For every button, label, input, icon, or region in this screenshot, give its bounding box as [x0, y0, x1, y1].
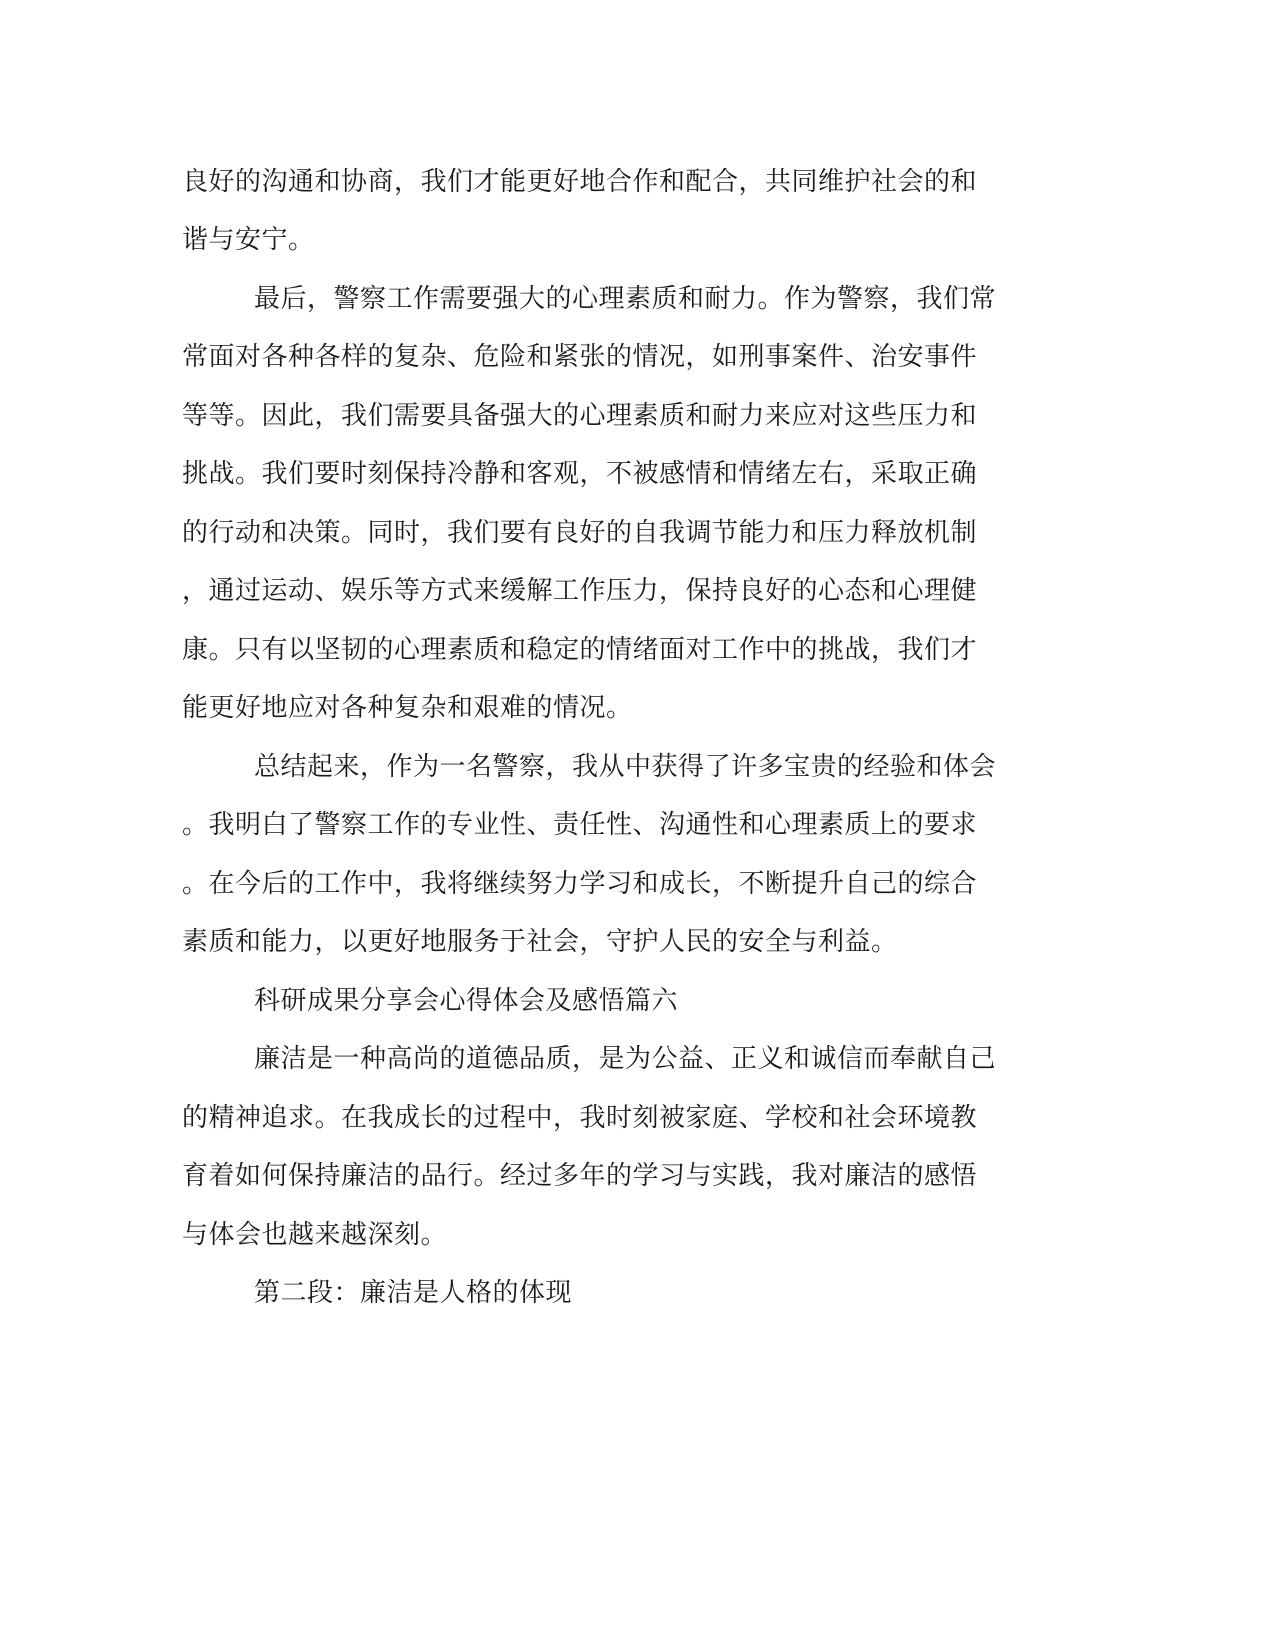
text-line: 康。只有以坚韧的心理素质和稳定的情绪面对工作中的挑战，我们才	[182, 635, 978, 665]
text-line: 。我明白了警察工作的专业性、责任性、沟通性和心理素质上的要求	[182, 810, 978, 840]
section-heading: 科研成果分享会心得体会及感悟篇六	[254, 986, 679, 1016]
section-heading: 第二段：廉洁是人格的体现	[254, 1278, 573, 1308]
text-line: 能更好地应对各种复杂和艰难的情况。	[182, 693, 633, 723]
text-line: 的行动和决策。同时，我们要有良好的自我调节能力和压力释放机制	[182, 518, 978, 548]
text-line: 常面对各种各样的复杂、危险和紧张的情况，如刑事案件、治安事件	[182, 342, 978, 372]
paragraph-start-line: 总结起来，作为一名警察，我从中获得了许多宝贵的经验和体会	[254, 752, 997, 782]
text-line: 与体会也越来越深刻。	[182, 1220, 448, 1250]
text-line: 育着如何保持廉洁的品行。经过多年的学习与实践，我对廉洁的感悟	[182, 1161, 978, 1191]
text-line: 挑战。我们要时刻保持冷静和客观，不被感情和情绪左右，采取正确	[182, 459, 978, 489]
text-line: 谐与安宁。	[182, 225, 315, 255]
text-line: 素质和能力，以更好地服务于社会，守护人民的安全与利益。	[182, 927, 898, 957]
text-line: 的精神追求。在我成长的过程中，我时刻被家庭、学校和社会环境教	[182, 1103, 978, 1133]
text-line: 。在今后的工作中，我将继续努力学习和成长，不断提升自己的综合	[182, 869, 978, 899]
paragraph-start-line: 最后，警察工作需要强大的心理素质和耐力。作为警察，我们常	[254, 284, 997, 314]
text-line: 良好的沟通和协商，我们才能更好地合作和配合，共同维护社会的和	[182, 167, 978, 197]
paragraph-start-line: 廉洁是一种高尚的道德品质，是为公益、正义和诚信而奉献自己	[254, 1044, 997, 1074]
text-line: ，通过运动、娱乐等方式来缓解工作压力，保持良好的心态和心理健	[182, 576, 978, 606]
text-line: 等等。因此，我们需要具备强大的心理素质和耐力来应对这些压力和	[182, 401, 978, 431]
